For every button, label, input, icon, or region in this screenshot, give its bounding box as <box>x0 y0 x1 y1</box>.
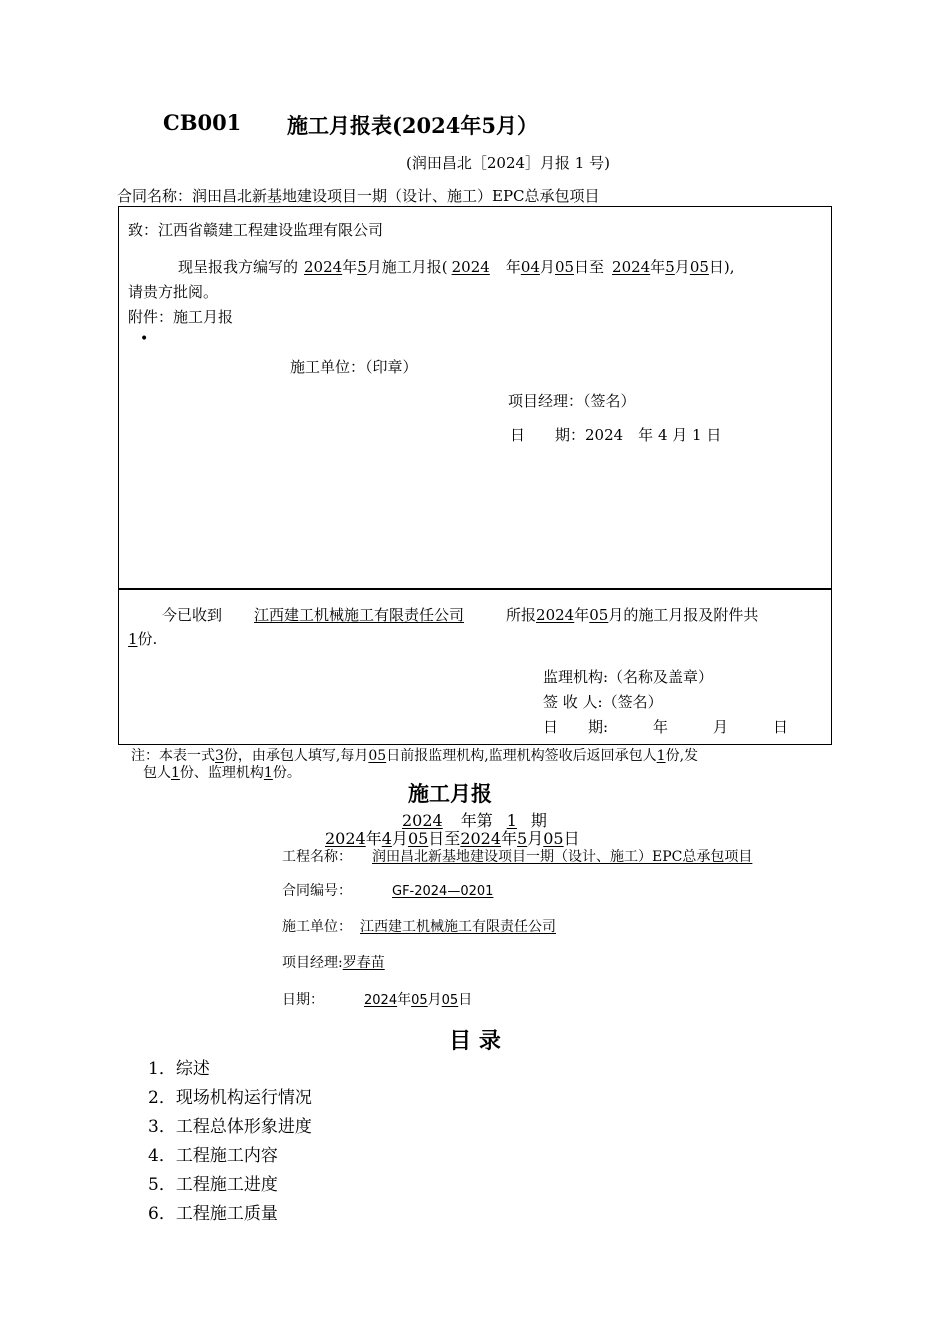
toc-title: 目 录 <box>449 1029 501 1054</box>
report-unit-name: 江西建工机械施工有限责任公司 <box>360 919 556 935</box>
toc-item: 5．工程施工进度 <box>148 1175 278 1195</box>
submission-text-line2: 请贵方批阅。 <box>128 283 219 301</box>
supervisor-label: 监理机构:（名称及盖章） <box>543 668 714 686</box>
body-month: 5 <box>357 258 367 276</box>
toc-item: 6．工程施工质量 <box>148 1204 278 1224</box>
addressee: 致：江西省赣建工程建设监理有限公司 <box>128 221 384 239</box>
attachment: 附件：施工月报 <box>128 308 234 326</box>
form-ref: (润田昌北［2024］月报 1 号) <box>406 154 610 172</box>
body-year: 2024 <box>304 258 343 276</box>
manager-signature-label: 项目经理：（签名） <box>508 392 636 410</box>
to-year: 2024 <box>612 258 651 276</box>
toc-item: 3．工程总体形象进度 <box>148 1117 312 1137</box>
contract-name: 润田昌北新基地建设项目一期（设计、施工）EPC总承包项目 <box>192 187 600 205</box>
report-issue: 1 <box>506 811 517 830</box>
receiver-label: 签 收 人:（签名） <box>543 693 663 711</box>
contract-label: 合同名称： <box>117 187 193 205</box>
report-unit-line: 施工单位： 江西建工机械施工有限责任公司 <box>282 919 556 935</box>
receipt-company: 江西建工机械施工有限责任公司 <box>254 606 465 624</box>
report-contract-line: 合同编号： GF-2024—0201 <box>282 883 494 899</box>
receipt-date-label: 日 期: 年 月 日 <box>543 718 789 736</box>
toc-item: 2．现场机构运行情况 <box>148 1088 312 1108</box>
receipt-year: 2024 <box>536 606 575 624</box>
unit-seal-label: 施工单位：（印章） <box>290 358 418 376</box>
form-title: 施工月报表(2024年5月） <box>287 113 538 138</box>
to-day: 05 <box>689 258 709 276</box>
submission-date: 日 期：2024 年 4 月 1 日 <box>510 426 722 444</box>
toc-item: 1．综述 <box>148 1059 210 1079</box>
receipt-month: 05 <box>589 606 609 624</box>
bullet: • <box>140 331 149 347</box>
report-period-line: 2024年4月05日至2024年5月05日 <box>325 829 580 848</box>
receipt-text: 今已收到 江西建工机械施工有限责任公司 所报2024年05月的施工月报及附件共 <box>162 606 759 624</box>
report-manager-name: 罗春苗 <box>342 955 385 971</box>
to-month: 5 <box>665 258 675 276</box>
note-line1: 注：本表一式3份，由承包人填写,每月05日前报监理机构,监理机构签收后返回承包人1份,发 <box>131 748 699 764</box>
submission-text: 现呈报我方编写的 2024年5月施工月报( 2024 年04月05日至 2024年5月05日), <box>178 258 735 276</box>
report-manager-line: 项目经理:罗春苗 <box>282 955 385 971</box>
contract-line <box>117 185 600 206</box>
report-year: 2024 <box>402 811 443 830</box>
from-year: 2024 <box>451 258 490 276</box>
receipt-count: 1 <box>128 630 138 648</box>
receipt-count-line: 1份. <box>128 630 158 648</box>
report-date-line: 日期： 2024年05月05日 <box>282 992 473 1008</box>
report-issue-line: 2024 年第 1 期 <box>384 808 547 831</box>
from-month: 04 <box>520 258 540 276</box>
report-title: 施工月报 <box>408 782 492 806</box>
report-contract-no: GF-2024—0201 <box>392 884 494 899</box>
report-project-name: 润田昌北新基地建设项目一期（设计、施工）EPC总承包项目 <box>372 849 753 865</box>
note-line2: 包人1份、监理机构1份。 <box>143 765 301 781</box>
form-code: CB001 <box>163 110 242 135</box>
toc-item: 4．工程施工内容 <box>148 1146 278 1166</box>
report-project-line: 工程名称： 润田昌北新基地建设项目一期（设计、施工）EPC总承包项目 <box>282 846 796 866</box>
from-day: 05 <box>554 258 575 276</box>
